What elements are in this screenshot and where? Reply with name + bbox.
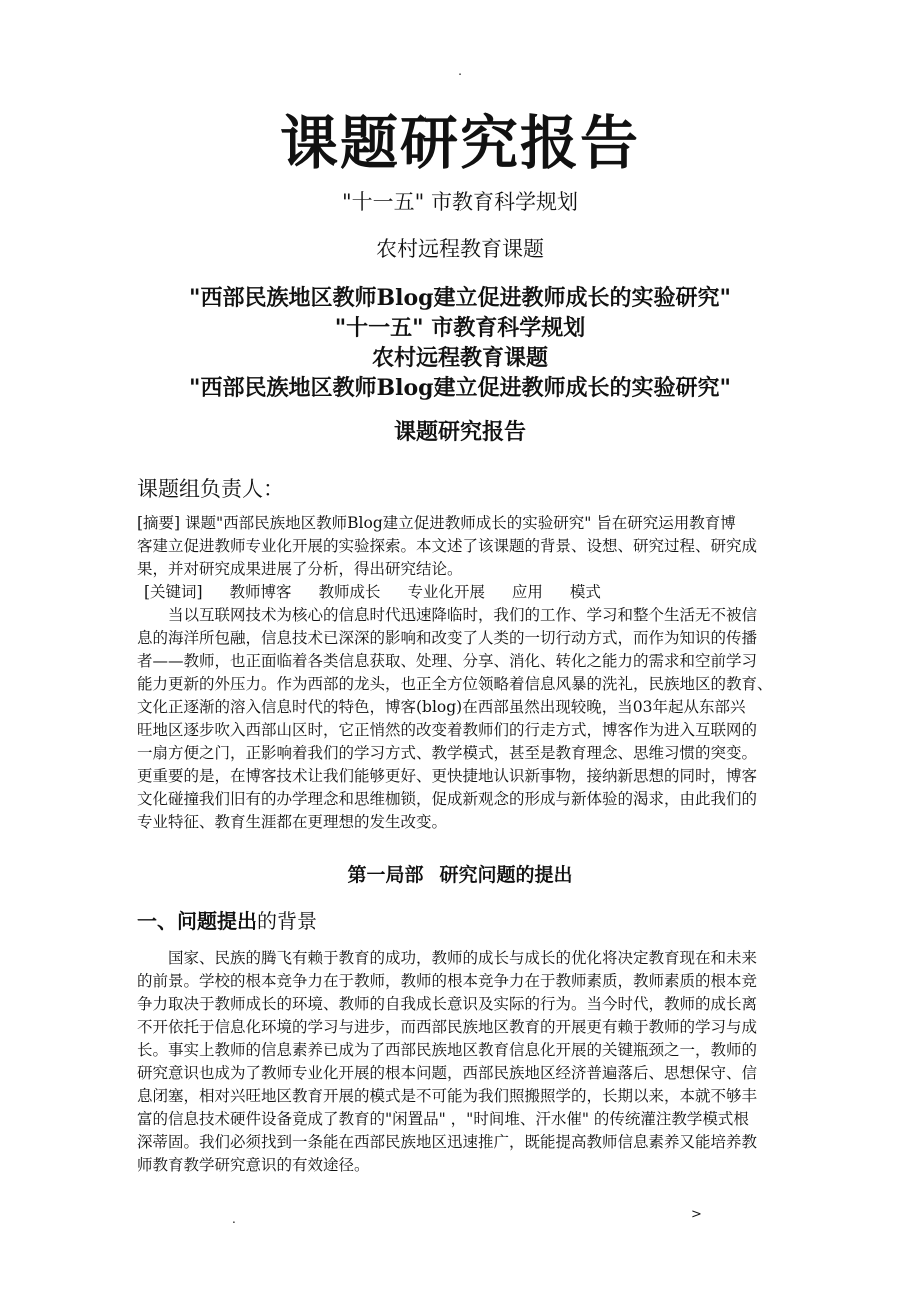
- intro-line: 旺地区逐步吹入西部山区时，它正悄然的改变着教师们的行走方式，博客作为进入互联网的: [137, 721, 758, 739]
- background-line: 息闭塞，相对兴旺地区教育开展的模式是不可能为我们照搬照学的，长期以来，本就不够丰: [137, 1087, 758, 1105]
- header-mark: .: [458, 64, 462, 78]
- bold-title-block: [0, 283, 920, 403]
- background-line: 研究意识也成为了教师专业化开展的根本问题，西部民族地区经济普遍落后、思想保守、信: [137, 1064, 758, 1082]
- background-line: 不开依托于信息化环境的学习与进步，而西部民族地区教育的开展更有赖于教师的学习与成: [137, 1018, 758, 1036]
- background-line: 深蒂固。我们必须找到一条能在西部民族地区迅速推广，既能提高教师信息素养又能培养教: [137, 1133, 758, 1151]
- footer-mark-right: >: [691, 1207, 702, 1222]
- intro-paragraph: [137, 604, 787, 834]
- abstract-paragraph: [137, 512, 787, 581]
- report-title: 课题研究报告: [393, 419, 526, 445]
- keywords-label: [关键词]: [144, 583, 203, 601]
- intro-line: 一扇方便之门，正影响着我们的学习方式、教学模式，甚至是教育理念、思维习惯的突变。: [137, 744, 758, 762]
- intro-line: 当以互联网技术为核心的信息时代迅速降临时，我们的工作、学习和整个生活无不被信: [168, 606, 758, 624]
- background-paragraph: [137, 947, 787, 1177]
- keyword: 专业化开展: [407, 583, 485, 601]
- abstract-line: 客建立促进教师专业化开展的实验探索。本文述了该课题的背景、设想、研究过程、研究成: [137, 537, 758, 555]
- intro-line: 文化正逐渐的溶入信息时代的特色，博客(blog)在西部虽然出现较晚，当03年起从东部兴: [137, 698, 746, 716]
- intro-line: 专业特征、教育生涯都在更理想的发生改变。: [137, 813, 448, 831]
- section-title-rest: 的背景: [257, 909, 317, 933]
- bold-title-line: "西部民族地区教师Blog建立促进教师成长的实验研究": [189, 375, 731, 401]
- part-heading: [0, 861, 920, 889]
- background-line: 长。事实上教师的信息素养已成为了西部民族地区教育信息化开展的关键瓶颈之一，教师的: [137, 1041, 758, 1059]
- background-line: 的前景。学校的根本竞争力在于教师，教师的根本竞争力在于教师素质，教师素质的根本竞: [137, 972, 758, 990]
- intro-line: 息的海洋所包融，信息技术已深深的影响和改变了人类的一切行动方式，而作为知识的传播: [137, 629, 758, 647]
- part-number: 第一局部: [347, 864, 424, 886]
- background-line: 富的信息技术硬件设备竟成了教育的"闲置品" ，"时间堆、汗水催" 的传统灌注教学模式根: [137, 1110, 749, 1128]
- abstract-line: [摘要] 课题"西部民族地区教师Blog建立促进教师成长的实验研究" 旨在研究运用教育博: [137, 514, 736, 532]
- subtitle-plan: "十一五" 市教育科学规划: [342, 190, 578, 214]
- section-title-bold: 问题提出: [177, 909, 257, 933]
- bold-title-line: 农村远程教育课题: [371, 345, 548, 371]
- bold-title-line: "西部民族地区教师Blog建立促进教师成长的实验研究": [189, 285, 731, 311]
- intro-line: 更重要的是，在博客技术让我们能够更好、更快捷地认识新事物，接纳新思想的同时，博客: [137, 767, 758, 785]
- background-line: 争力取决于教师成长的环境、教师的自我成长意识及实际的行为。当今时代，教师的成长离: [137, 995, 758, 1013]
- project-leader-label: 课题组负责人：: [137, 477, 284, 501]
- intro-line: 者——教师，也正面临着各类信息获取、处理、分享、消化、转化之能力的需求和空前学习: [137, 652, 758, 670]
- background-line: 师教育教学研究意识的有效途径。: [137, 1156, 370, 1174]
- intro-line: 文化碰撞我们旧有的办学理念和思维枷锁，促成新观念的形成与新体验的渴求，由此我们的: [137, 790, 758, 808]
- bold-title-line: "十一五" 市教育科学规划: [334, 315, 586, 341]
- abstract-line: 果，并对研究成果进展了分析，得出研究结论。: [137, 560, 463, 578]
- section-number: 一、: [137, 909, 177, 933]
- keyword: 教师博客: [229, 583, 292, 601]
- background-line: 国家、民族的腾飞有赖于教育的成功，教师的成长与成长的优化将决定教育现在和未来: [168, 949, 758, 967]
- subtitle-project: 农村远程教育课题: [376, 237, 544, 261]
- intro-line: 能力更新的外压力。作为西部的龙头，也正全方位领略着信息风暴的洗礼，民族地区的教育、: [137, 675, 773, 693]
- part-title: 研究问题的提出: [439, 864, 573, 886]
- page-title: 课题研究报告: [279, 109, 640, 177]
- keywords-line: [144, 581, 623, 604]
- keyword: 模式: [569, 583, 601, 601]
- keyword: 应用: [511, 583, 543, 601]
- keyword: 教师成长: [318, 583, 381, 601]
- footer-mark-left: .: [232, 1212, 236, 1226]
- section-heading: [137, 906, 317, 936]
